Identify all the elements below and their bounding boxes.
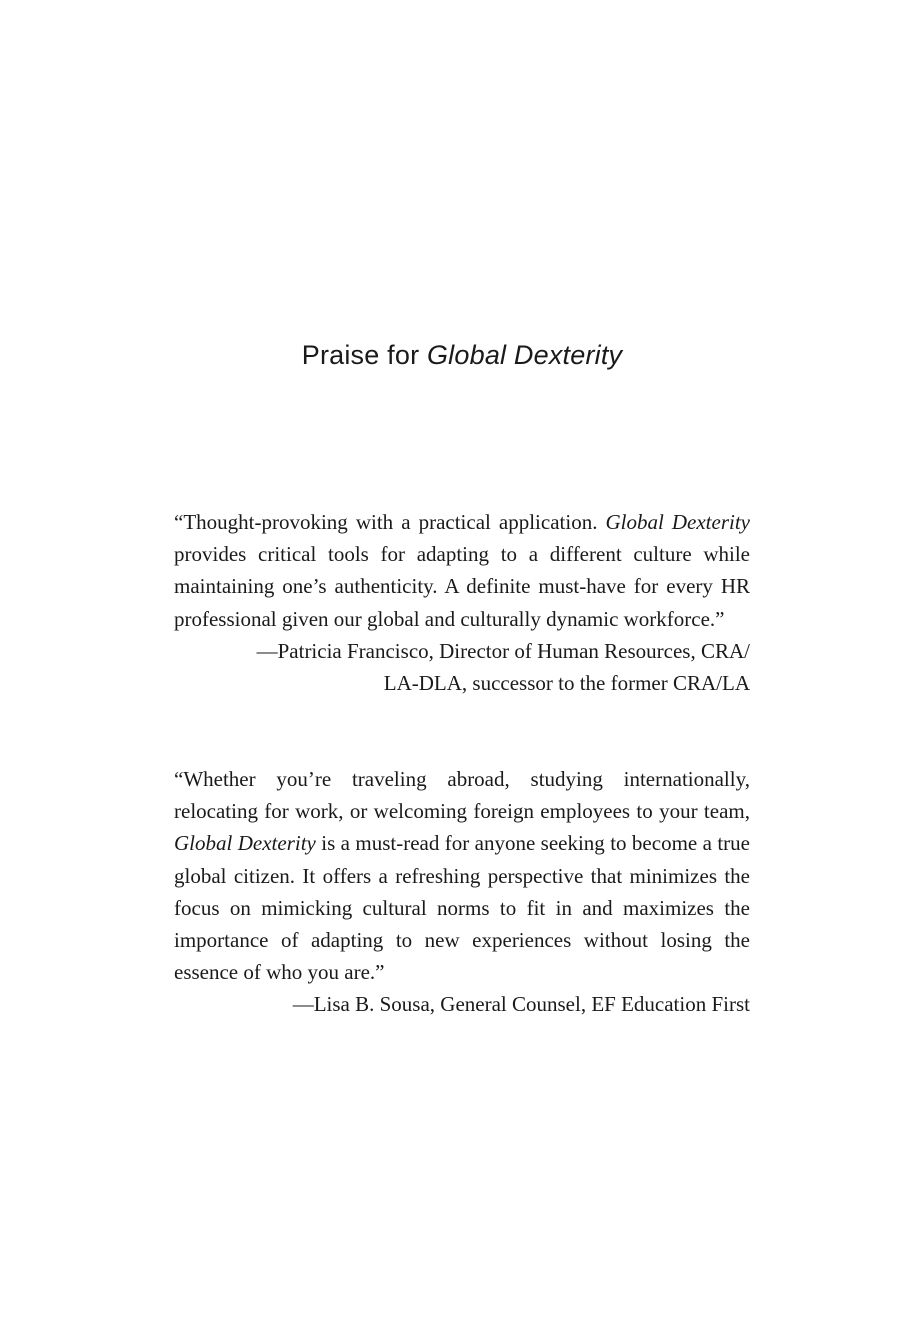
title-book-name: Global Dexterity <box>426 340 623 370</box>
testimonial-2-attribution-line-1: —Lisa B. Sousa, General Counsel, EF Education First <box>292 992 750 1017</box>
testimonial-1-text-end: provides critical tools for adapting to a different culture while maintaining one’s authenticity. A definite must-have for every HR professional given our global and culturally dynamic workforce.” <box>174 542 750 631</box>
testimonial-2-book-name: Global Dexterity <box>174 831 316 856</box>
testimonial-1 <box>174 506 750 699</box>
testimonial-2-attribution <box>174 988 750 1020</box>
testimonial-1-attribution <box>174 635 750 699</box>
title-prefix: Praise for <box>301 340 427 370</box>
testimonial-1-attribution-line-2: LA-DLA, successor to the former CRA/LA <box>383 671 750 696</box>
testimonial-1-text-start: “Thought-provoking with a practical application. <box>174 510 606 534</box>
testimonial-1-attribution-line-1: —Patricia Francisco, Director of Human Resources, CRA/ <box>256 638 750 663</box>
page-title <box>0 340 924 371</box>
testimonial-1-book-name: Global Dexterity <box>605 510 750 534</box>
testimonial-1-quote <box>174 506 750 635</box>
testimonial-2-quote <box>174 763 750 988</box>
testimonial-2-text-start: “Whether you’re traveling abroad, studying internationally, relocating for work, or welcoming foreign employees to your team, <box>174 767 750 824</box>
testimonial-2-text-end: is a must-read for anyone seeking to become a true global citizen. It offers a refreshing perspective that minimizes the focus on mimicking cultural norms to fit in and maximizes the importance of adapting to new experiences without losing the essence of who you are.” <box>174 831 750 985</box>
testimonial-2 <box>174 763 750 1021</box>
